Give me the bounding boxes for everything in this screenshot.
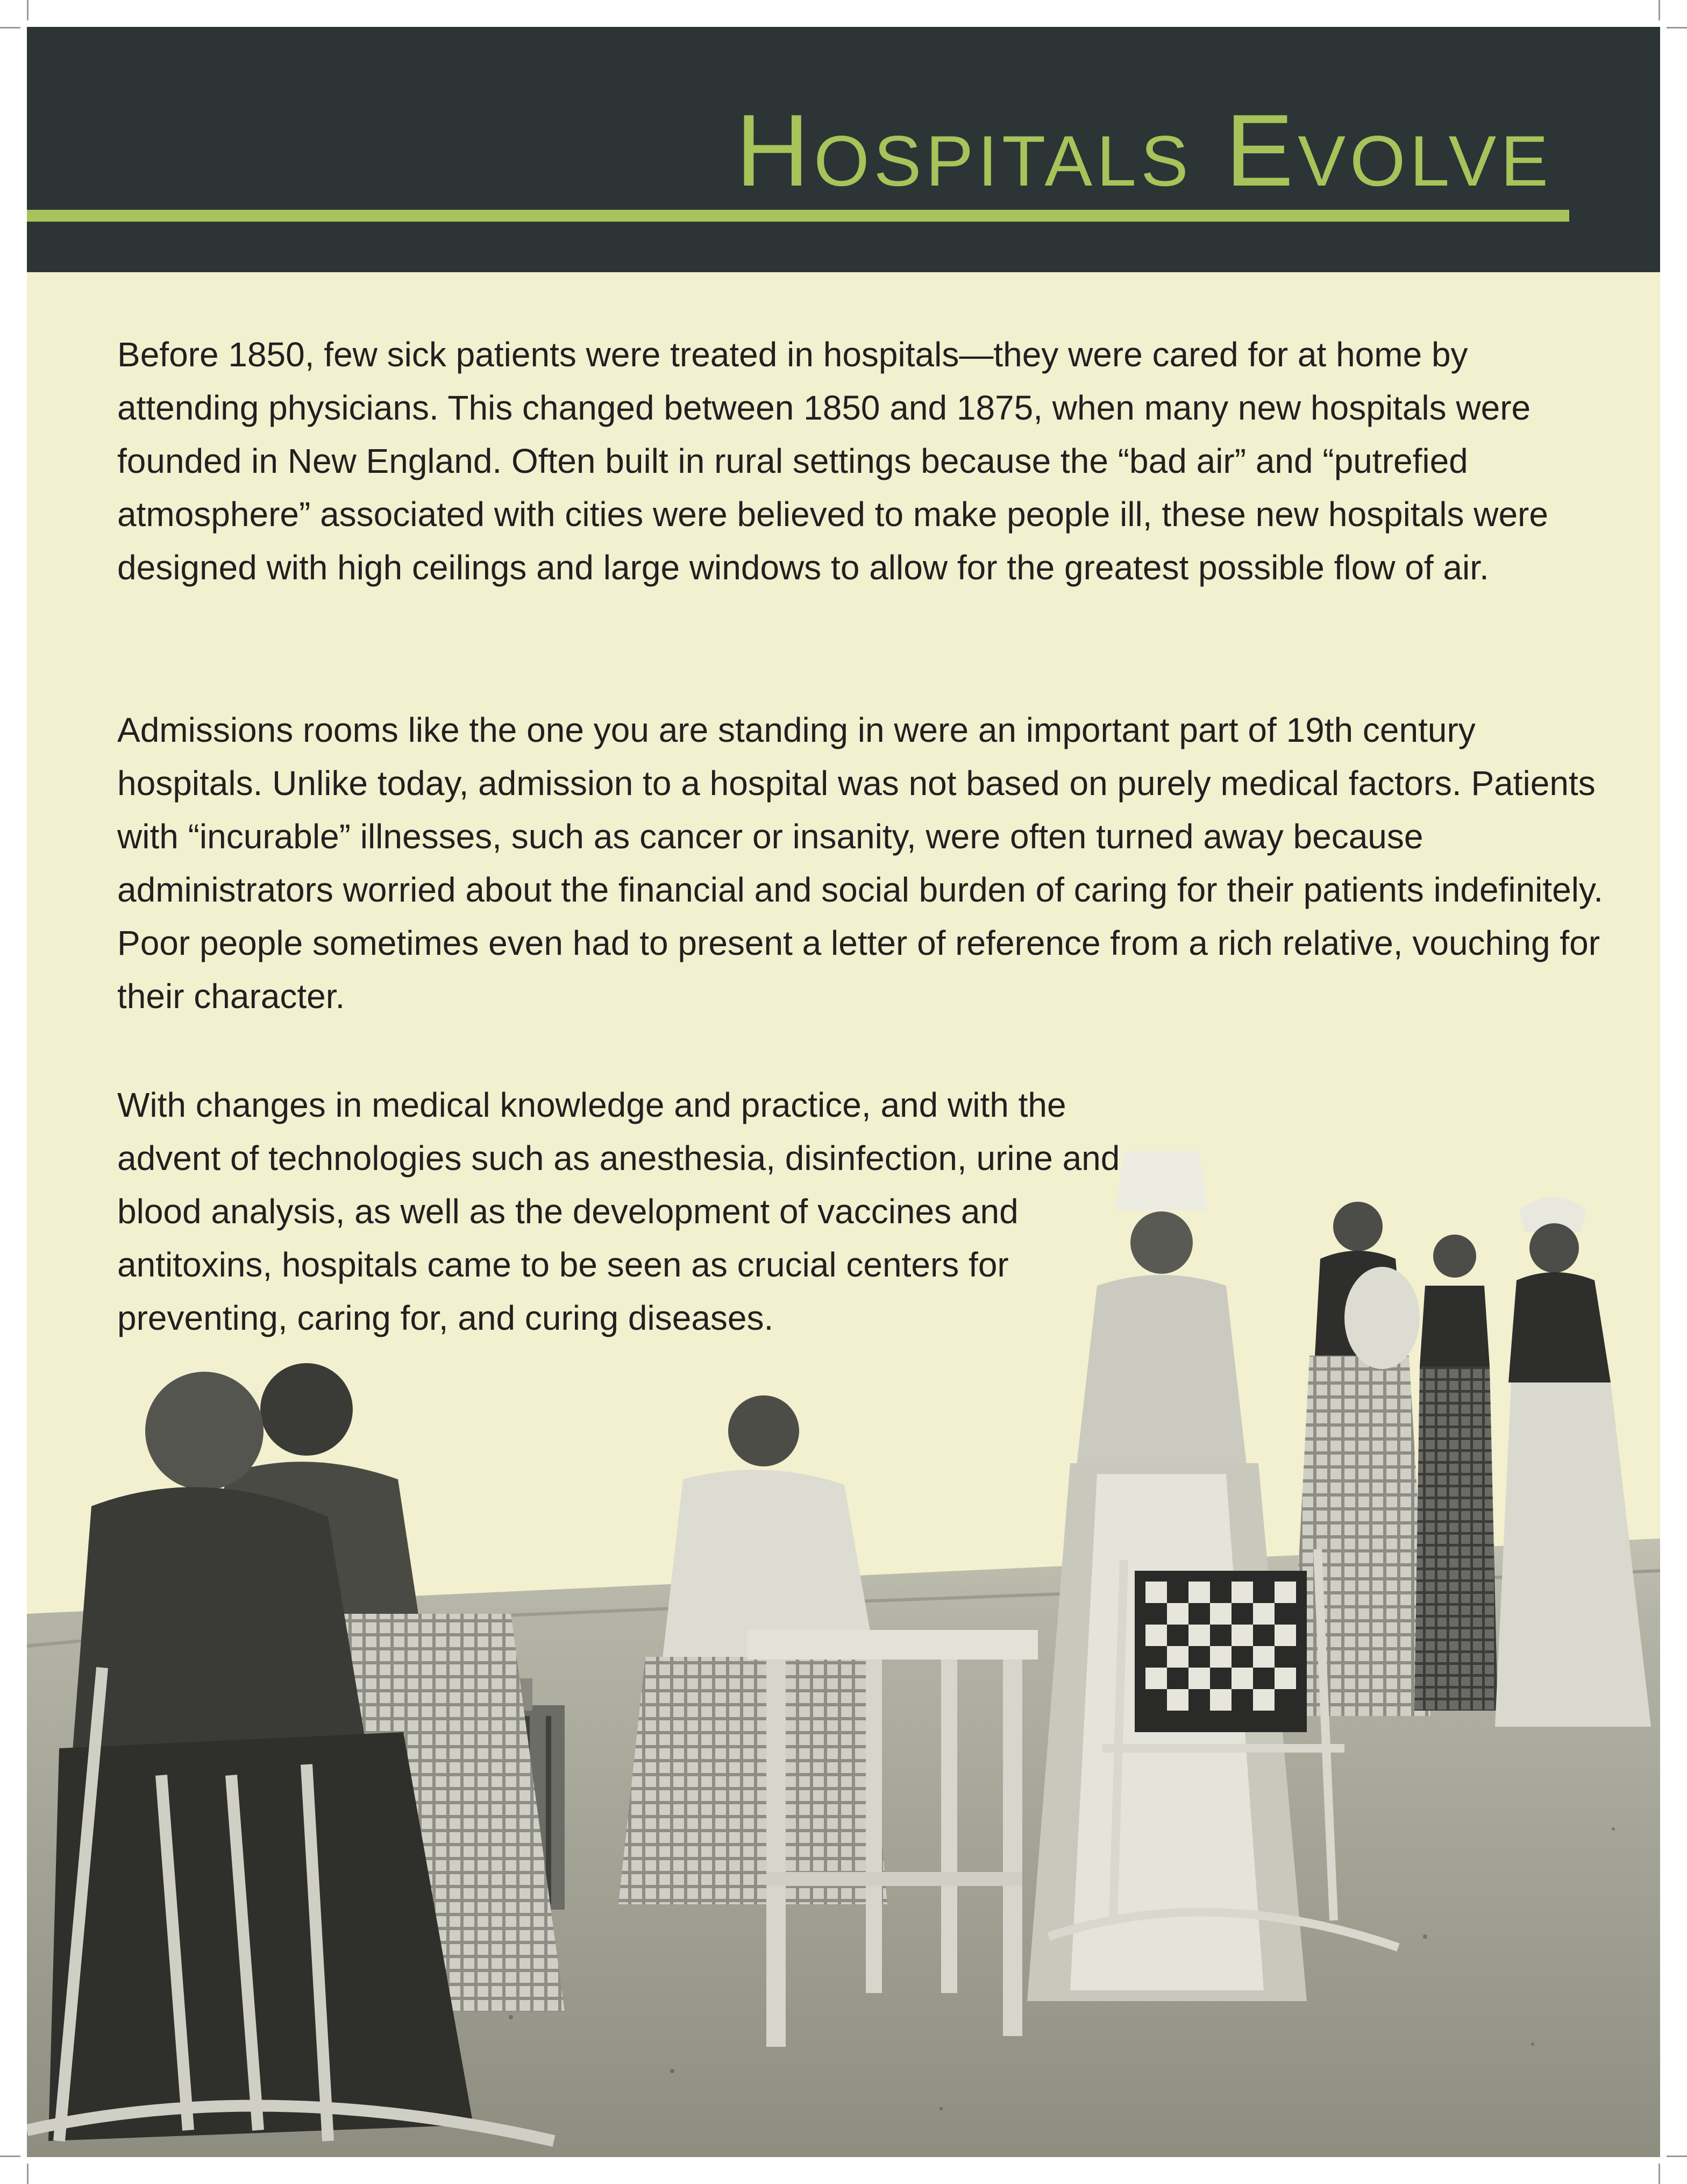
title-banner	[27, 27, 1660, 272]
title-underline	[27, 210, 1569, 222]
crop-mark	[27, 2164, 29, 2184]
crop-mark	[27, 0, 29, 20]
crop-mark	[1658, 2164, 1660, 2184]
page-title: Hospitals Evolve	[736, 94, 1553, 208]
crop-mark	[0, 27, 20, 29]
paragraph-1: Before 1850, few sick patients were treated in hospitals—they were cared for at home by attending physicians. This changed between 1850 and 1875, when many new hospitals were founded in New England. Often built in rural settings because the “bad air” and “putrefied atmosphere” associated with cities were believed to make people ill, these new hospitals were designed with high ceilings and large windows to allow for the greatest possible flow of air.	[117, 335, 1548, 587]
crop-mark	[0, 2155, 20, 2157]
paragraph-2: Admissions rooms like the one you are standing in were an important part of 19th century hospitals. Unlike today, admission to a hospital was not based on purely medical factors. Patients with “incurable” illnesses, such as cancer or insanity, were often turned away because administrators worried about the financial and social burden of caring for their patients indefinitely. Poor people sometimes even had to present a letter of reference from a rich relative, vouching for their character.	[117, 711, 1603, 1016]
exhibit-panel	[27, 27, 1660, 2157]
standing-woman-middle	[1414, 1235, 1498, 1711]
crop-mark	[1658, 0, 1660, 20]
crop-mark	[1667, 2155, 1687, 2157]
crop-mark	[1667, 27, 1687, 29]
paragraph-3: With changes in medical knowledge and practice, and with the advent of technologies such as anesthesia, disinfection, urine and blood analysis, as well as the development of vaccines and antitoxins, hospitals came to be seen as crucial centers for preventing, caring for, and curing diseases.	[117, 1086, 1120, 1337]
